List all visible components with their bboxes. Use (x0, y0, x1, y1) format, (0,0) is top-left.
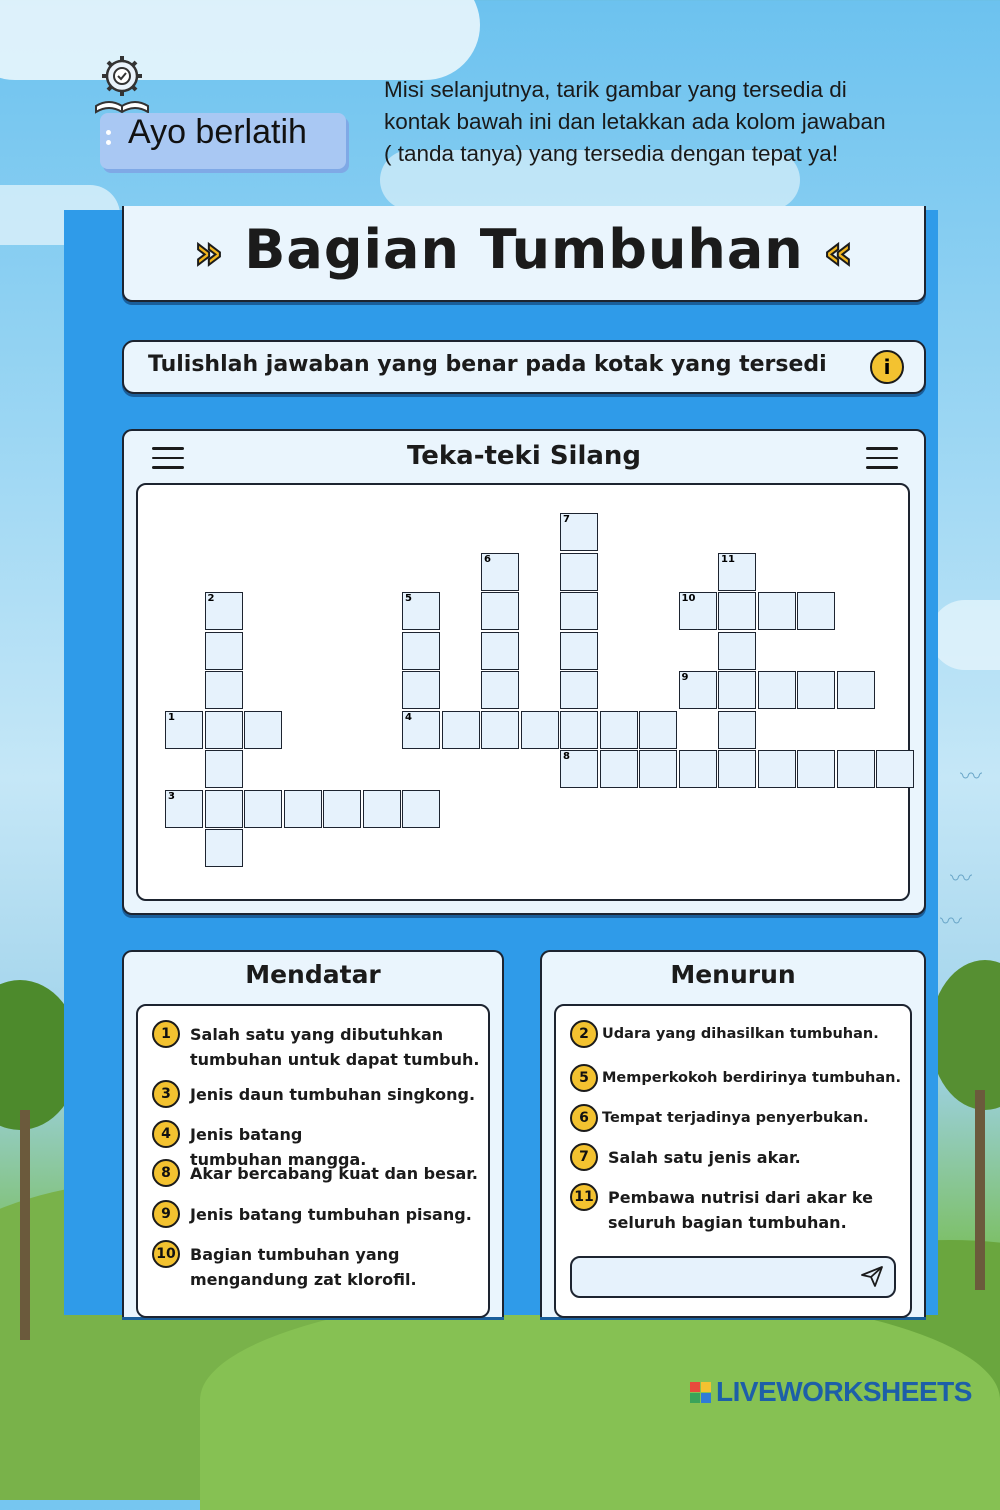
crossword-cell[interactable] (639, 750, 677, 788)
dots-decoration (106, 130, 112, 150)
crossword-cell[interactable] (481, 711, 519, 749)
crossword-cell[interactable] (679, 750, 717, 788)
crossword-number: 4 (405, 711, 412, 723)
clue-number-badge: 3 (152, 1080, 180, 1108)
crossword-cell[interactable] (600, 750, 638, 788)
mendatar-list (136, 1004, 490, 1318)
clue-text: Bagian tumbuhan yang mengandung zat klorofil. (190, 1245, 417, 1289)
liveworksheets-logo-icon (690, 1382, 712, 1404)
gear-book-icon (92, 54, 152, 120)
crossword-cell[interactable] (560, 632, 598, 670)
clue-text: Jenis batang tumbuhan pisang. (190, 1205, 472, 1224)
bird-icon: 〰 (940, 910, 963, 935)
chevron-left-icon: « (823, 225, 855, 279)
crossword-cell[interactable] (481, 592, 519, 630)
clue-number-badge: 4 (152, 1120, 180, 1148)
answer-input[interactable] (570, 1256, 896, 1298)
crossword-cell[interactable] (718, 711, 756, 749)
crossword-cell[interactable] (876, 750, 914, 788)
instruction-line: ( tanda tanya) yang tersedia dengan tepat ya! (384, 141, 839, 166)
crossword-card (122, 429, 926, 915)
crossword-cell[interactable] (481, 671, 519, 709)
crossword-cell[interactable] (718, 592, 756, 630)
crossword-number: 2 (207, 593, 215, 604)
crossword-number: 7 (563, 514, 570, 525)
clue-number-badge: 11 (570, 1183, 598, 1211)
crossword-cell[interactable] (560, 711, 598, 749)
crossword-cell[interactable] (758, 592, 796, 630)
crossword-cell[interactable] (205, 671, 243, 709)
crossword-cell[interactable] (758, 671, 796, 709)
crossword-number: 11 (721, 553, 735, 565)
worksheet-panel (64, 210, 938, 1315)
clue-text: Pembawa nutrisi dari akar ke seluruh bagian tumbuhan. (608, 1188, 873, 1232)
crossword-number: 10 (681, 593, 696, 604)
mendatar-heading: Mendatar (245, 960, 381, 989)
clue-text: Jenis daun tumbuhan singkong. (190, 1085, 476, 1104)
menurun-card (540, 950, 926, 1317)
crossword-cell[interactable] (205, 829, 243, 867)
crossword-cell[interactable] (718, 750, 756, 788)
crossword-cell[interactable] (560, 553, 598, 591)
crossword-number: 9 (681, 672, 689, 683)
crossword-cell[interactable] (244, 711, 282, 749)
question-card (122, 340, 926, 394)
bird-icon: 〰 (960, 765, 983, 790)
crossword-cell[interactable] (481, 632, 519, 670)
clue-text: Tempat terjadinya penyerbukan. (602, 1110, 869, 1126)
crossword-cell[interactable] (521, 711, 559, 749)
info-icon[interactable]: i (870, 350, 904, 384)
instruction-line: kontak bawah ini dan letakkan ada kolom jawaban (384, 109, 886, 134)
mendatar-card (122, 950, 504, 1317)
badge-label: Ayo berlatih (128, 113, 307, 151)
title-card (122, 206, 926, 302)
menurun-heading: Menurun (670, 960, 796, 989)
clue-number-badge: 1 (152, 1020, 180, 1048)
clue-number-badge: 8 (152, 1159, 180, 1187)
crossword-cell[interactable] (600, 711, 638, 749)
chevron-right-icon: » (193, 225, 225, 279)
crossword-cell[interactable] (284, 790, 322, 828)
page-title (124, 218, 924, 281)
crossword-number: 5 (405, 593, 412, 604)
crossword-title: Teka-teki Silang (406, 441, 642, 471)
clue-number-badge: 6 (570, 1104, 598, 1132)
crossword-cell[interactable] (758, 750, 796, 788)
crossword-cell[interactable] (205, 750, 243, 788)
clue-text: Salah satu yang dibutuhkan tumbuhan untuk dapat tumbuh. (190, 1025, 480, 1069)
crossword-cell[interactable] (205, 632, 243, 670)
question-text: Tulishlah jawaban yang benar pada kotak yang tersedi (148, 352, 827, 377)
clue-text: Jenis batang tumbuhan mangga. (190, 1125, 367, 1169)
crossword-cell[interactable] (205, 790, 243, 828)
crossword-number: 8 (563, 751, 570, 762)
menu-icon[interactable] (866, 447, 898, 476)
liveworksheets-logo (690, 1376, 972, 1408)
crossword-cell[interactable] (837, 671, 875, 709)
clue-text: Salah satu jenis akar. (608, 1148, 801, 1167)
title-label: Bagian Tumbuhan (244, 218, 804, 281)
clue-number-badge: 2 (570, 1020, 598, 1048)
crossword-cell[interactable] (718, 671, 756, 709)
crossword-cell[interactable] (797, 592, 835, 630)
crossword-cell[interactable] (402, 671, 440, 709)
crossword-cell[interactable] (323, 790, 361, 828)
clue-number-badge: 7 (570, 1143, 598, 1171)
crossword-cell[interactable] (639, 711, 677, 749)
crossword-number: 3 (168, 790, 175, 802)
crossword-cell[interactable] (560, 671, 598, 709)
brand-label: LIVEWORKSHEETS (716, 1376, 972, 1407)
crossword-cell[interactable] (560, 592, 598, 630)
bird-icon: 〰 (950, 867, 973, 892)
clue-number-badge: 9 (152, 1200, 180, 1228)
instruction-text (384, 74, 964, 170)
send-icon[interactable] (860, 1264, 884, 1288)
clue-text: Akar bercabang kuat dan besar. (190, 1164, 478, 1183)
clue-number-badge: 5 (570, 1064, 598, 1092)
crossword-cell[interactable] (402, 790, 440, 828)
crossword-cell[interactable] (837, 750, 875, 788)
clue-text: Udara yang dihasilkan tumbuhan. (602, 1026, 879, 1042)
crossword-grid (136, 483, 910, 901)
crossword-cell[interactable] (718, 632, 756, 670)
crossword-cell[interactable] (797, 671, 835, 709)
crossword-cell[interactable] (205, 711, 243, 749)
crossword-cell[interactable] (797, 750, 835, 788)
crossword-cell[interactable] (402, 632, 440, 670)
menurun-list (554, 1004, 912, 1318)
crossword-number: 6 (484, 553, 491, 565)
crossword-cell[interactable] (442, 711, 480, 749)
clue-text: Memperkokoh berdirinya tumbuhan. (602, 1070, 901, 1086)
clue-number-badge: 10 (152, 1240, 180, 1268)
crossword-number: 1 (168, 711, 175, 723)
instruction-line: Misi selanjutnya, tarik gambar yang tersedia di (384, 77, 847, 102)
crossword-cell[interactable] (363, 790, 401, 828)
crossword-cell[interactable] (244, 790, 282, 828)
